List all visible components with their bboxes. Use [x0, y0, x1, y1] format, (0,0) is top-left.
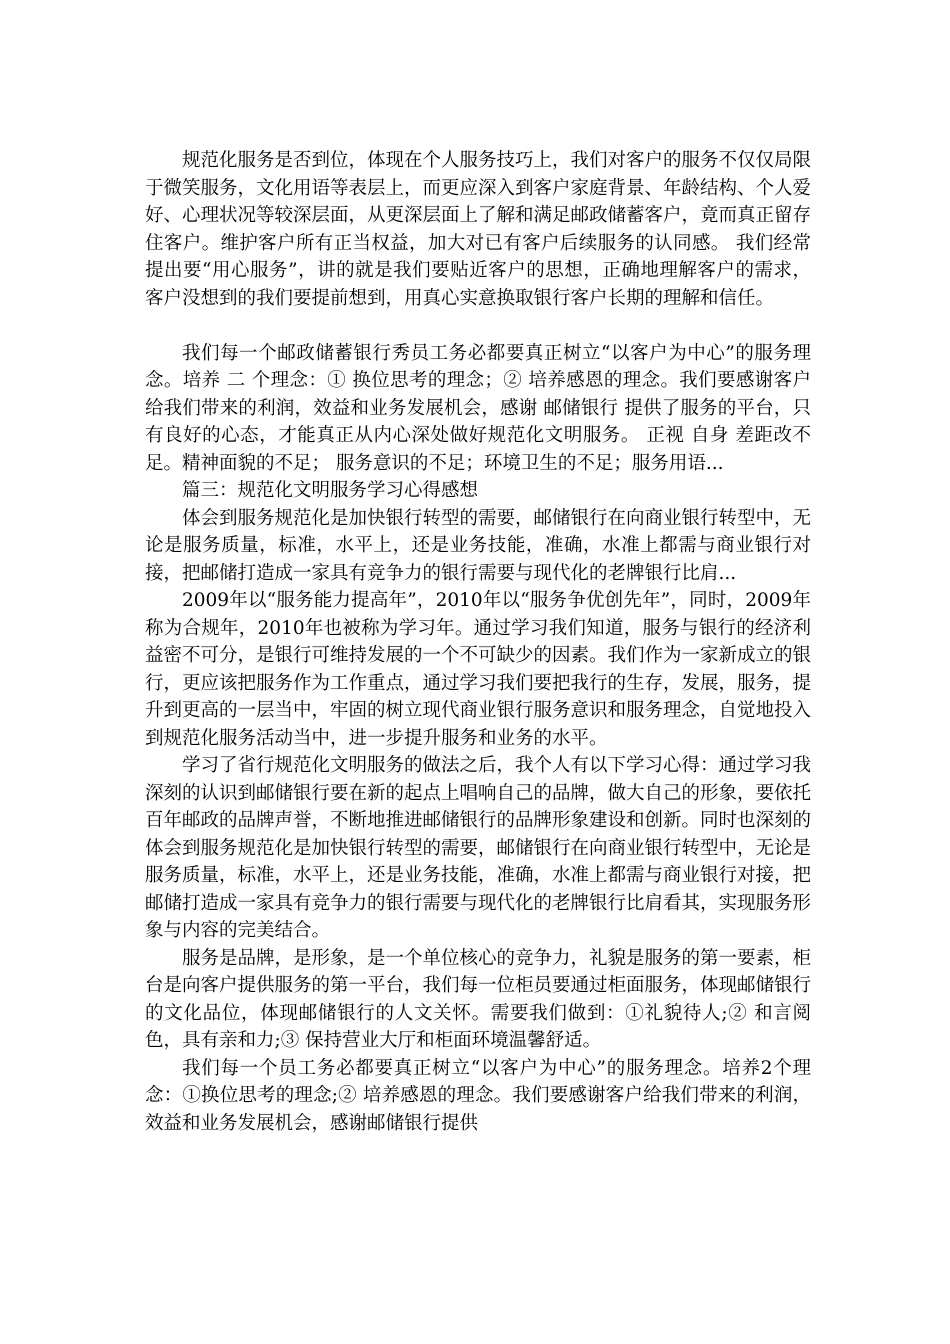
- section-heading: 篇三：规范化文明服务学习心得感想: [182, 480, 479, 501]
- paragraph-customer-centric: 我们每一个邮政储蓄银行秀员工务必都要真正树立“以客户为中心”的服务理念。培养 二 个理念：① 换位思考的理念；② 培养感恩的理念。我们要感谢客户给我们带来的利润，效益和业务发展机会，感谢 邮储银行 提供了服务的平台，只有良好的心态，才能真正从内心深处做好规范化文明服务。 正视 自身 差距改不足。精神面貌的不足； 服务意识的不足；环境卫生的不足；服务用语...: [145, 342, 811, 474]
- paragraph-service-philosophy: 我们每一个员工务必都要真正树立“以客户为中心”的服务理念。培养2个理念：①换位思考的理念;② 培养感恩的理念。我们要感谢客户给我们带来的利润，效益和业务发展机会，感谢邮储银行提供: [145, 1057, 811, 1134]
- paragraph-gap: [145, 312, 811, 340]
- paragraph-service-skills: 规范化服务是否到位，体现在个人服务技巧上，我们对客户的服务不仅仅局限于微笑服务，文化用语等表层上，而更应深入到客户家庭背景、年龄结构、个人爱好、心理状况等较深层面，从更深层面上了解和满足邮政储蓄客户，竟而真正留存住客户。维护客户所有正当权益，加大对已有客户后续服务的认同感。 我们经常提出要“用心服务”，讲的就是我们要贴近客户的思想，正确地理解客户的需求，客户没想到的我们要提前想到，用真心实意换取银行客户长期的理解和信任。: [145, 150, 812, 309]
- paragraph-learning-insights: 学习了省行规范化文明服务的做法之后，我个人有以下学习心得：通过学习我深刻的认识到邮储银行要在新的起点上唱响自己的品牌，做大自己的形象，要依托百年邮政的品牌声誉，不断地推进邮储银行的品牌形象建设和创新。同时也深刻的体会到服务规范化是加快银行转型的需要，邮储银行在向商业银行转型中，无论是服务质量，标准，水平上，还是业务技能，准确，水准上都需与商业银行对接，把邮储打造成一家具有竞争力的银行需要与现代化的老牌银行比肩看其，实现服务形象与内容的完美结合。: [145, 755, 812, 941]
- paragraph-transformation: 体会到服务规范化是加快银行转型的需要，邮储银行在向商业银行转型中，无论是服务质量，标准，水平上，还是业务技能，准确，水准上都需与商业银行对接，把邮储打造成一家具有竞争力的银行需要与现代化的老牌银行比肩...: [145, 507, 812, 584]
- paragraph-2009-2010: 2009年以“服务能力提高年”，2010年以“服务争优创先年”，同时，2009年称为合规年，2010年也被称为学习年。通过学习我们知道，服务与银行的经济利益密不可分，是银行可维持发展的一个不可缺少的因素。我们作为一家新成立的银行，更应该把服务作为工作重点，通过学习我们要把我行的生存，发展，服务，提升到更高的一层当中，牢固的树立现代商业银行服务意识和服务理念，自觉地投入到规范化服务活动当中，进一步提升服务和业务的水平。: [145, 590, 812, 749]
- document-body: [145, 147, 811, 1137]
- paragraph-brand-image: 服务是品牌，是形象，是一个单位核心的竞争力，礼貌是服务的第一要素，柜台是向客户提供服务的第一平台，我们每一位柜员要通过柜面服务，体现邮储银行的文化品位，体现邮储银行的人文关怀。需要我们做到：①礼貌待人;② 和言阅色，具有亲和力;③ 保持营业大厅和柜面环境温馨舒适。: [145, 947, 812, 1051]
